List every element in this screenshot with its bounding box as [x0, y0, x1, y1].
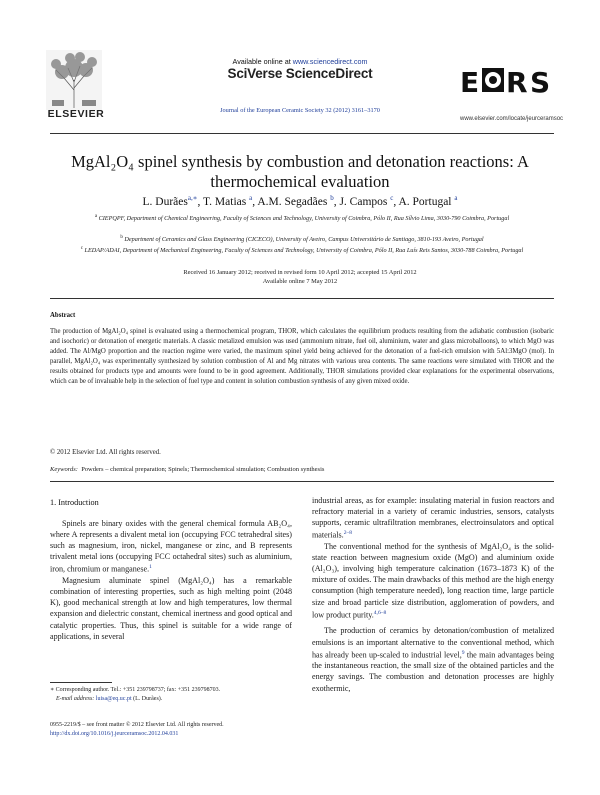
- author: T. Matias $^a$: [203, 194, 253, 208]
- citation-link[interactable]: 2–8: [343, 530, 353, 537]
- article-title: [0, 152, 600, 192]
- footnote-rule: [50, 682, 112, 683]
- author: A. Portugal $^a$: [398, 194, 458, 208]
- author: J. Campos $^c$: [339, 194, 394, 208]
- corresponding-author: ∗ Corresponding author. Tel.: +351 239798737; fax: +351 239798703.: [50, 687, 221, 693]
- sciencedirect-link[interactable]: www.sciencedirect.com: [292, 57, 368, 66]
- title-line-2: thermochemical evaluation: [210, 172, 390, 191]
- author-affiliation-mark[interactable]: a: [249, 194, 253, 202]
- email-link[interactable]: luisa@eq.uc.pt: [95, 695, 132, 702]
- citation-link[interactable]: 1: [149, 564, 152, 571]
- corresponding-footnote: [50, 686, 300, 703]
- author-affiliation-mark[interactable]: c: [390, 194, 394, 202]
- paragraph: Magnesium aluminate spinel (MgAl₂O₄) has a remarkable combination of interesting properties, such as high melting point (2048 K), good mechanical strength at low and high temperatures, low thermal expansion and dielectric constant, chemical inertness and good optical and catalytic properties. Thus, this spinel is suitable for a wide range of applications, in several: [50, 576, 292, 641]
- platform-name: SciVerse ScienceDirect: [227, 66, 373, 81]
- available-prefix: Available online at: [232, 57, 291, 66]
- journal-citation[interactable]: Journal of the European Ceramic Society 32 (2012) 3161–3170: [220, 107, 380, 114]
- keywords-label: Keywords:: [50, 466, 78, 473]
- abstract-rule-bottom: [50, 481, 554, 482]
- paragraph: industrial areas, as for example: insulating material in fusion reactors and refractory material in a variety of ceramic industries, sensors, catalysts supports, ceramic ultrafiltration membranes, electroinsulators and optical materials.$^{2-8}$: [312, 496, 554, 540]
- svg-text:R: R: [506, 66, 528, 98]
- keywords: [50, 466, 554, 473]
- citation-link[interactable]: 4,6–8: [373, 609, 387, 616]
- left-column: [50, 518, 292, 642]
- affiliation-c: $^c$ LEDAP/ADAI, Department of Mechanical Engineering, Faculty of Sciences and Technology, University of Coimbra, Pólo II, Rua Luís Reis Santos, 3030-788 Coimbra, Portugal: [80, 246, 524, 255]
- publisher-wordmark: ELSEVIER: [47, 108, 105, 120]
- author-list: L. Durães$^{a,∗}$, T. Matias $^a$, A.M. Segadães $^b$, J. Campos $^c$, A. Portugal $^a$: [142, 194, 458, 208]
- issn-line: 0955-2219/$ – see front matter © 2012 Elsevier Ltd. All rights reserved.: [50, 722, 224, 728]
- author: A.M. Segadães $^b$: [257, 194, 334, 208]
- affiliation-a: $^a$ CIEPQPF, Department of Chemical Engineering, Faculty of Sciences and Technology, University of Coimbra, Pólo II, Rua Sílvio Lima, 3030-790 Coimbra, Portugal: [94, 214, 510, 223]
- right-column: [312, 495, 554, 694]
- journal-logo: [458, 64, 562, 98]
- abstract-copyright: © 2012 Elsevier Ltd. All rights reserved.: [50, 449, 161, 456]
- paragraph: The production of ceramics by detonation/combustion of metalized emulsions is an important alternative to the conventional method, which has already been up-scaled to industrial level,$^9$ the main advantages being the instantaneous reaction, the small size of the obtained particles and the energy savings. The combustion and detonation processes are highly exothermic,: [312, 626, 554, 693]
- author-affiliation-mark[interactable]: a: [454, 194, 458, 202]
- received-dates: Received 16 January 2012; received in revised form 10 April 2012; accepted 15 April 2012: [183, 269, 417, 276]
- svg-text:S: S: [530, 66, 551, 98]
- bottom-info: [50, 721, 224, 739]
- abstract-text: The production of MgAl₂O₄ spinel is evaluated using a thermochemical program, THOR, which calculates the equilibrium products resulting from the adiabatic combustion (isobaric and isochoric) or detonation of energetic materials. A classic metalized emulsion was used (ammonium nitrate, fuel oil, aluminium, water and glass microballoons), to which MgO was added. The Al/MgO proportion and the reaction regime were varied, the maximum spinel yield being achieved for the detonation of a fuel-rich emulsion with 5Al:3MgO (mol). In parallel, MgAl₂O₄ was experimentally synthesized by solution combustion of Al and Mg nitrates with various urea contents. The same reactions were simulated with THOR and the results obtained for products type and amounts were found to be in good agreement. Additionally, THOR simulations provided clear explanations for the experimental observations, which can be of invaluable help in the selection of fuel type and content in solution combustion synthesis of any given mixed oxide.: [50, 328, 554, 386]
- email-line: E-mail address: luisa@eq.uc.pt (L. Durães).: [56, 695, 163, 702]
- abstract-heading: Abstract: [50, 312, 76, 319]
- journal-homepage-link[interactable]: www.elsevier.com/locate/jeurceramsoc: [460, 116, 564, 122]
- paragraph: The conventional method for the synthesis of MgAl₂O₄ is the solid-state reaction between magnesium oxide (MgO) and aluminium oxide (Al₂O₃), involving high temperature calcination (1673–1873 K) of the mixture of oxides. The main drawbacks of this method are the high energy consumption (high temperature needed), long reaction time, large particle size and broad particle size distribution, agglomeration of powders, and low product purity.$^{4,6-8}$: [312, 542, 554, 620]
- author: L. Durães$^{a,∗}$: [142, 194, 198, 208]
- title-line-1: MgAl₂O₄ spinel synthesis by combustion and detonation reactions: A: [71, 152, 529, 171]
- keywords-list: Powders – chemical preparation; Spinels; Thermochemical simulation; Combustion synthesis: [81, 466, 325, 473]
- author-affiliation-mark[interactable]: a,∗: [187, 194, 198, 202]
- citation-link[interactable]: 9: [461, 649, 465, 656]
- doi-link[interactable]: http://dx.doi.org/10.1016/j.jeurceramsoc.2012.04.031: [50, 731, 179, 737]
- paragraph: Spinels are binary oxides with the general chemical formula AB₂O₄, where A represents a divalent metal ion (occupying FCC tetrahedral sites) such as magnesium, iron, nickel, manganese or zinc, and B represents trivalent metal ions (occupying FCC octahedral sites) such as aluminium, iron, chromium or manganese.$^1$: [50, 519, 292, 575]
- ecers-logo-icon: [458, 64, 562, 98]
- online-date: Available online 7 May 2012: [262, 278, 338, 285]
- affiliation-b: $^b$ Department of Ceramics and Glass Engineering (CICECO), University of Aveiro, Campus Universitário de Santiago, 3810-193 Aveiro, Portugal: [120, 235, 484, 244]
- author-affiliation-mark[interactable]: b: [330, 194, 334, 202]
- section-heading: 1. Introduction: [50, 498, 99, 507]
- svg-text:E: E: [460, 66, 480, 98]
- abstract-rule-top: [50, 298, 554, 299]
- header-rule: [50, 133, 554, 134]
